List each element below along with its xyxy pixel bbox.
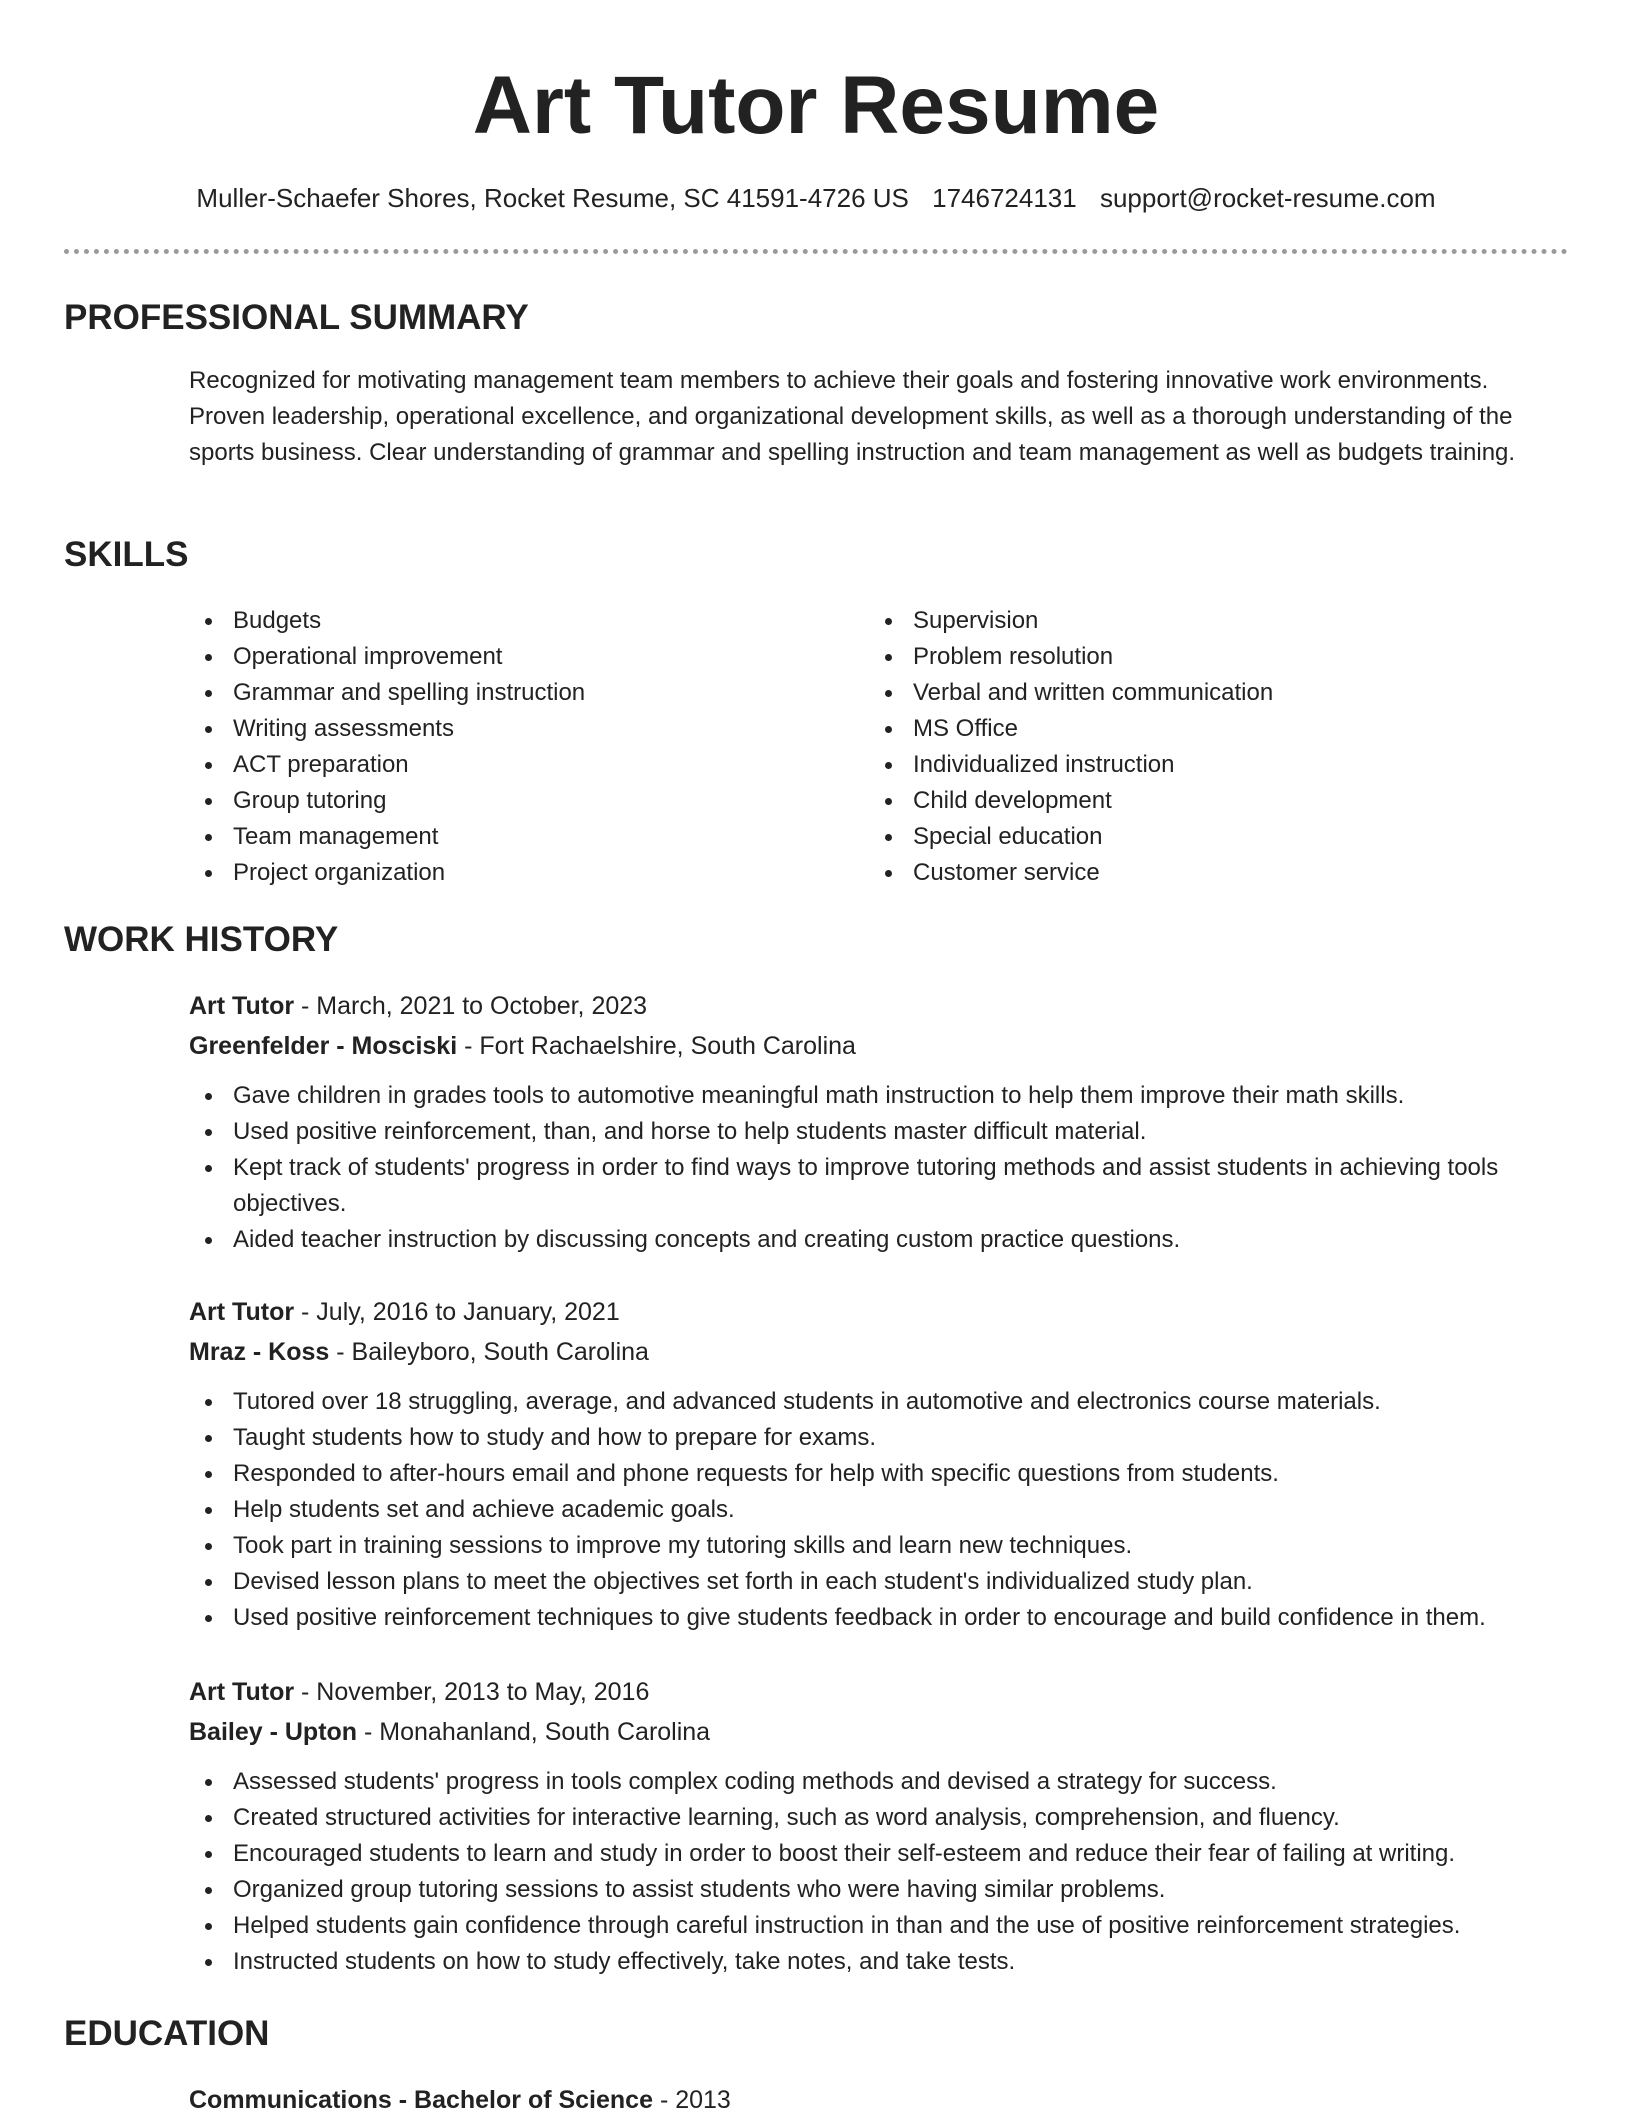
separator: - — [294, 1298, 317, 1326]
skill-item: Team management — [189, 819, 869, 855]
separator: - — [329, 1338, 352, 1366]
duty-item: Responded to after-hours email and phone requests for help with specific questions from students. — [189, 1456, 1569, 1492]
job-entry — [189, 1672, 1569, 1980]
duty-item: Took part in training sessions to improve my tutoring skills and learn new techniques. — [189, 1528, 1569, 1564]
job-company: Mraz - Koss — [189, 1338, 330, 1366]
summary-text: Recognized for motivating management team members to achieve their goals and fostering innovative work environments. Proven leadership, operational excellence, and organizational development skills, as well as a thorough understanding of the sports business. Clear understanding of grammar and spelling instruction and team management as well as budgets training. — [189, 367, 1516, 466]
skill-item: Special education — [869, 819, 1549, 855]
job-duties — [189, 1764, 1569, 1980]
separator: - — [457, 1032, 480, 1060]
job-dates: March, 2021 to October, 2023 — [316, 992, 648, 1020]
duty-item: Helped students gain confidence through careful instruction in than and the use of positive reinforcement strategies. — [189, 1908, 1569, 1944]
skills-list — [189, 603, 1569, 891]
job-dates: July, 2016 to January, 2021 — [316, 1298, 620, 1326]
skill-item: Group tutoring — [189, 783, 869, 819]
section-title-education: EDUCATION — [64, 2014, 270, 2053]
skill-item: Verbal and written communication — [869, 675, 1549, 711]
section-title-summary: PROFESSIONAL SUMMARY — [64, 298, 529, 337]
header-divider — [64, 249, 1568, 254]
job-location: Fort Rachaelshire, South Carolina — [479, 1032, 856, 1060]
duty-item: Used positive reinforcement techniques to give students feedback in order to encourage and build confidence in them. — [189, 1600, 1569, 1636]
duty-item: Gave children in grades tools to automotive meaningful math instruction to help them improve their math skills. — [189, 1078, 1569, 1114]
duty-item: Instructed students on how to study effectively, take notes, and take tests. — [189, 1944, 1569, 1980]
education-entry — [189, 2080, 731, 2120]
skill-item: Grammar and spelling instruction — [189, 675, 869, 711]
duty-item: Organized group tutoring sessions to assist students who were having similar problems. — [189, 1872, 1569, 1908]
section-title-work: WORK HISTORY — [64, 920, 339, 959]
job-company: Greenfelder - Mosciski — [189, 1032, 458, 1060]
education-degree: Communications - Bachelor of Science — [189, 2086, 653, 2114]
education-year: 2013 — [675, 2086, 731, 2114]
job-dates: November, 2013 to May, 2016 — [316, 1678, 650, 1706]
job-duties — [189, 1078, 1569, 1258]
job-title-line — [189, 1292, 1569, 1332]
job-company-line — [189, 1332, 1569, 1372]
contact-phone: 1746724131 — [932, 183, 1077, 213]
duty-item: Used positive reinforcement, than, and horse to help students master difficult material. — [189, 1114, 1569, 1150]
duty-item: Devised lesson plans to meet the objectives set forth in each student's individualized study plan. — [189, 1564, 1569, 1600]
job-location: Baileyboro, South Carolina — [351, 1338, 649, 1366]
separator: - — [294, 992, 317, 1020]
job-entry — [189, 1292, 1569, 1636]
duty-item: Created structured activities for interactive learning, such as word analysis, comprehension, and fluency. — [189, 1800, 1569, 1836]
separator: - — [357, 1718, 380, 1746]
duty-item: Help students set and achieve academic goals. — [189, 1492, 1569, 1528]
contact-email: support@rocket-resume.com — [1099, 183, 1436, 213]
job-title: Art Tutor — [189, 1298, 295, 1326]
skill-item: MS Office — [869, 711, 1549, 747]
job-company-line — [189, 1712, 1569, 1752]
skill-item: Operational improvement — [189, 639, 869, 675]
job-company-line — [189, 1026, 1569, 1066]
job-title: Art Tutor — [189, 992, 295, 1020]
contact-address: Muller-Schaefer Shores, Rocket Resume, SC 41591-4726 US — [196, 183, 909, 213]
skill-item: Child development — [869, 783, 1549, 819]
skills-column-left — [189, 603, 869, 891]
section-title-skills: SKILLS — [64, 535, 189, 574]
skill-item: Individualized instruction — [869, 747, 1549, 783]
resume-title: Art Tutor Resume — [472, 60, 1160, 151]
duty-item: Aided teacher instruction by discussing concepts and creating custom practice questions. — [189, 1222, 1569, 1258]
skill-item: ACT preparation — [189, 747, 869, 783]
skill-item: Budgets — [189, 603, 869, 639]
job-title-line — [189, 986, 1569, 1026]
contact-info — [0, 180, 1632, 216]
job-location: Monahanland, South Carolina — [379, 1718, 711, 1746]
job-duties — [189, 1384, 1569, 1636]
duty-item: Tutored over 18 struggling, average, and advanced students in automotive and electronics course materials. — [189, 1384, 1569, 1420]
job-title-line — [189, 1672, 1569, 1712]
duty-item: Taught students how to study and how to prepare for exams. — [189, 1420, 1569, 1456]
duty-item: Kept track of students' progress in order to find ways to improve tutoring methods and assist students in achieving tools objectives. — [189, 1150, 1569, 1222]
separator: - — [294, 1678, 317, 1706]
duty-item: Assessed students' progress in tools complex coding methods and devised a strategy for success. — [189, 1764, 1569, 1800]
skill-item: Project organization — [189, 855, 869, 891]
duty-item: Encouraged students to learn and study in order to boost their self-esteem and reduce their fear of failing at writing. — [189, 1836, 1569, 1872]
skills-column-right — [869, 603, 1549, 891]
job-title: Art Tutor — [189, 1678, 295, 1706]
job-entry — [189, 986, 1569, 1258]
skill-item: Writing assessments — [189, 711, 869, 747]
skill-item: Customer service — [869, 855, 1549, 891]
skill-item: Supervision — [869, 603, 1549, 639]
skill-item: Problem resolution — [869, 639, 1549, 675]
separator: - — [653, 2086, 676, 2114]
job-company: Bailey - Upton — [189, 1718, 358, 1746]
